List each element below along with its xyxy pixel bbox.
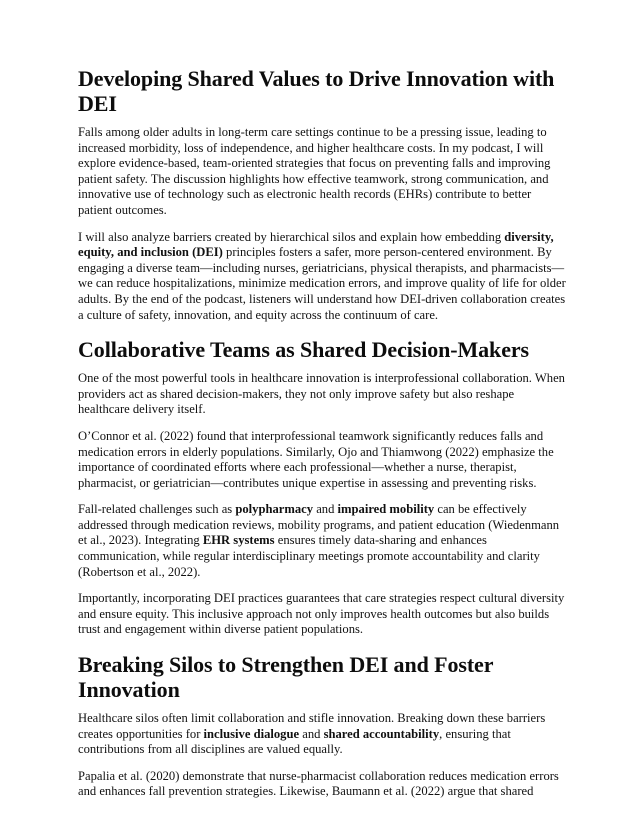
text-run: can be effectively addressed through medication reviews, mobility programs, and patient education (Wiedenmann et al., 2023). Integrating xyxy=(78,502,560,548)
section-heading: Developing Shared Values to Drive Innovation with DEI xyxy=(78,66,555,116)
text-run: Papalia et al. (2020) demonstrate that nurse-pharmacist collaboration reduces medication errors and enhances fall prevention strategies. Likewise, Baumann et al. (2022) argue that shared xyxy=(78,768,559,799)
section-heading: Collaborative Teams as Shared Decision-Makers xyxy=(78,337,529,363)
text-run: and xyxy=(313,502,338,517)
bold-term: inclusive dialogue xyxy=(203,726,300,741)
section-heading: Breaking Silos to Strengthen DEI and Foster Innovation xyxy=(78,652,493,703)
text-run: Healthcare silos often limit collaboration and stifle innovation. Breaking down these barriers creates opportunities for xyxy=(78,711,546,741)
body-paragraph xyxy=(78,429,566,491)
body-paragraph xyxy=(78,502,566,580)
body-paragraph xyxy=(78,591,566,638)
body-paragraph xyxy=(78,711,566,758)
text-run: principles fosters a safer, more person-centered environment. By engaging a diverse team—including nurses, geriatricians, physical therapists, and pharmacists—we can reduce hospitalizations, minimize medication errors, and improve quality of life for older adults. By the end of the podcast, listeners will understand how DEI-driven collaboration creates a culture of safety, innovation, and equity across the continuum of care. xyxy=(78,245,566,322)
bold-term: EHR systems xyxy=(202,533,275,548)
text-run: ensures timely data-sharing and enhances communication, while regular interdisciplinary meetings promote accountability and clarity (Robertson et al., 2022). xyxy=(78,533,540,579)
text-run: Fall-related challenges such as xyxy=(78,502,236,517)
bold-term: polypharmacy xyxy=(235,502,314,517)
bold-term: shared accountability xyxy=(323,726,440,741)
text-run: Falls among older adults in long-term care settings continue to be a pressing issue, leading to increased morbidity, loss of independence, and higher healthcare costs. In my podcast, I will explore evidence-based, team-oriented strategies that focus on preventing falls and improving patient safety. The discussion highlights how effective teamwork, strong communication, and innovative use of technology such as electronic health records (EHRs) contribute to better patient outcomes. xyxy=(78,125,551,217)
body-paragraph xyxy=(78,125,566,219)
document-page xyxy=(78,66,566,811)
body-paragraph xyxy=(78,769,566,800)
text-run: Importantly, incorporating DEI practices guarantees that care strategies respect cultural diversity and ensure equity. This inclusive approach not only improves health outcomes but also builds trust and engagement within diverse patient populations. xyxy=(78,591,565,637)
text-run: O’Connor et al. (2022) found that interprofessional teamwork significantly reduces falls and medication errors in elderly populations. Similarly, Ojo and Thiamwong (2022) emphasize the importance of coordinated efforts where each professional—whether a nurse, therapist, pharmacist, or geriatrician—contributes unique expertise in assessing and preventing risks. xyxy=(78,428,554,490)
body-paragraph xyxy=(78,371,566,418)
text-run: I will also analyze barriers created by hierarchical silos and explain how embedding xyxy=(78,229,505,244)
bold-term: impaired mobility xyxy=(337,502,435,517)
text-run: and xyxy=(299,726,324,741)
body-paragraph xyxy=(78,230,566,324)
bold-term: diversity, equity, and inclusion (DEI) xyxy=(78,229,554,260)
text-run: , ensuring that contributions from all disciplines are valued equally. xyxy=(78,726,511,757)
text-run: One of the most powerful tools in healthcare innovation is interprofessional collaboration. When providers act as shared decision-makers, they not only improve safety but also reshape healthcare delivery itself. xyxy=(78,371,565,417)
